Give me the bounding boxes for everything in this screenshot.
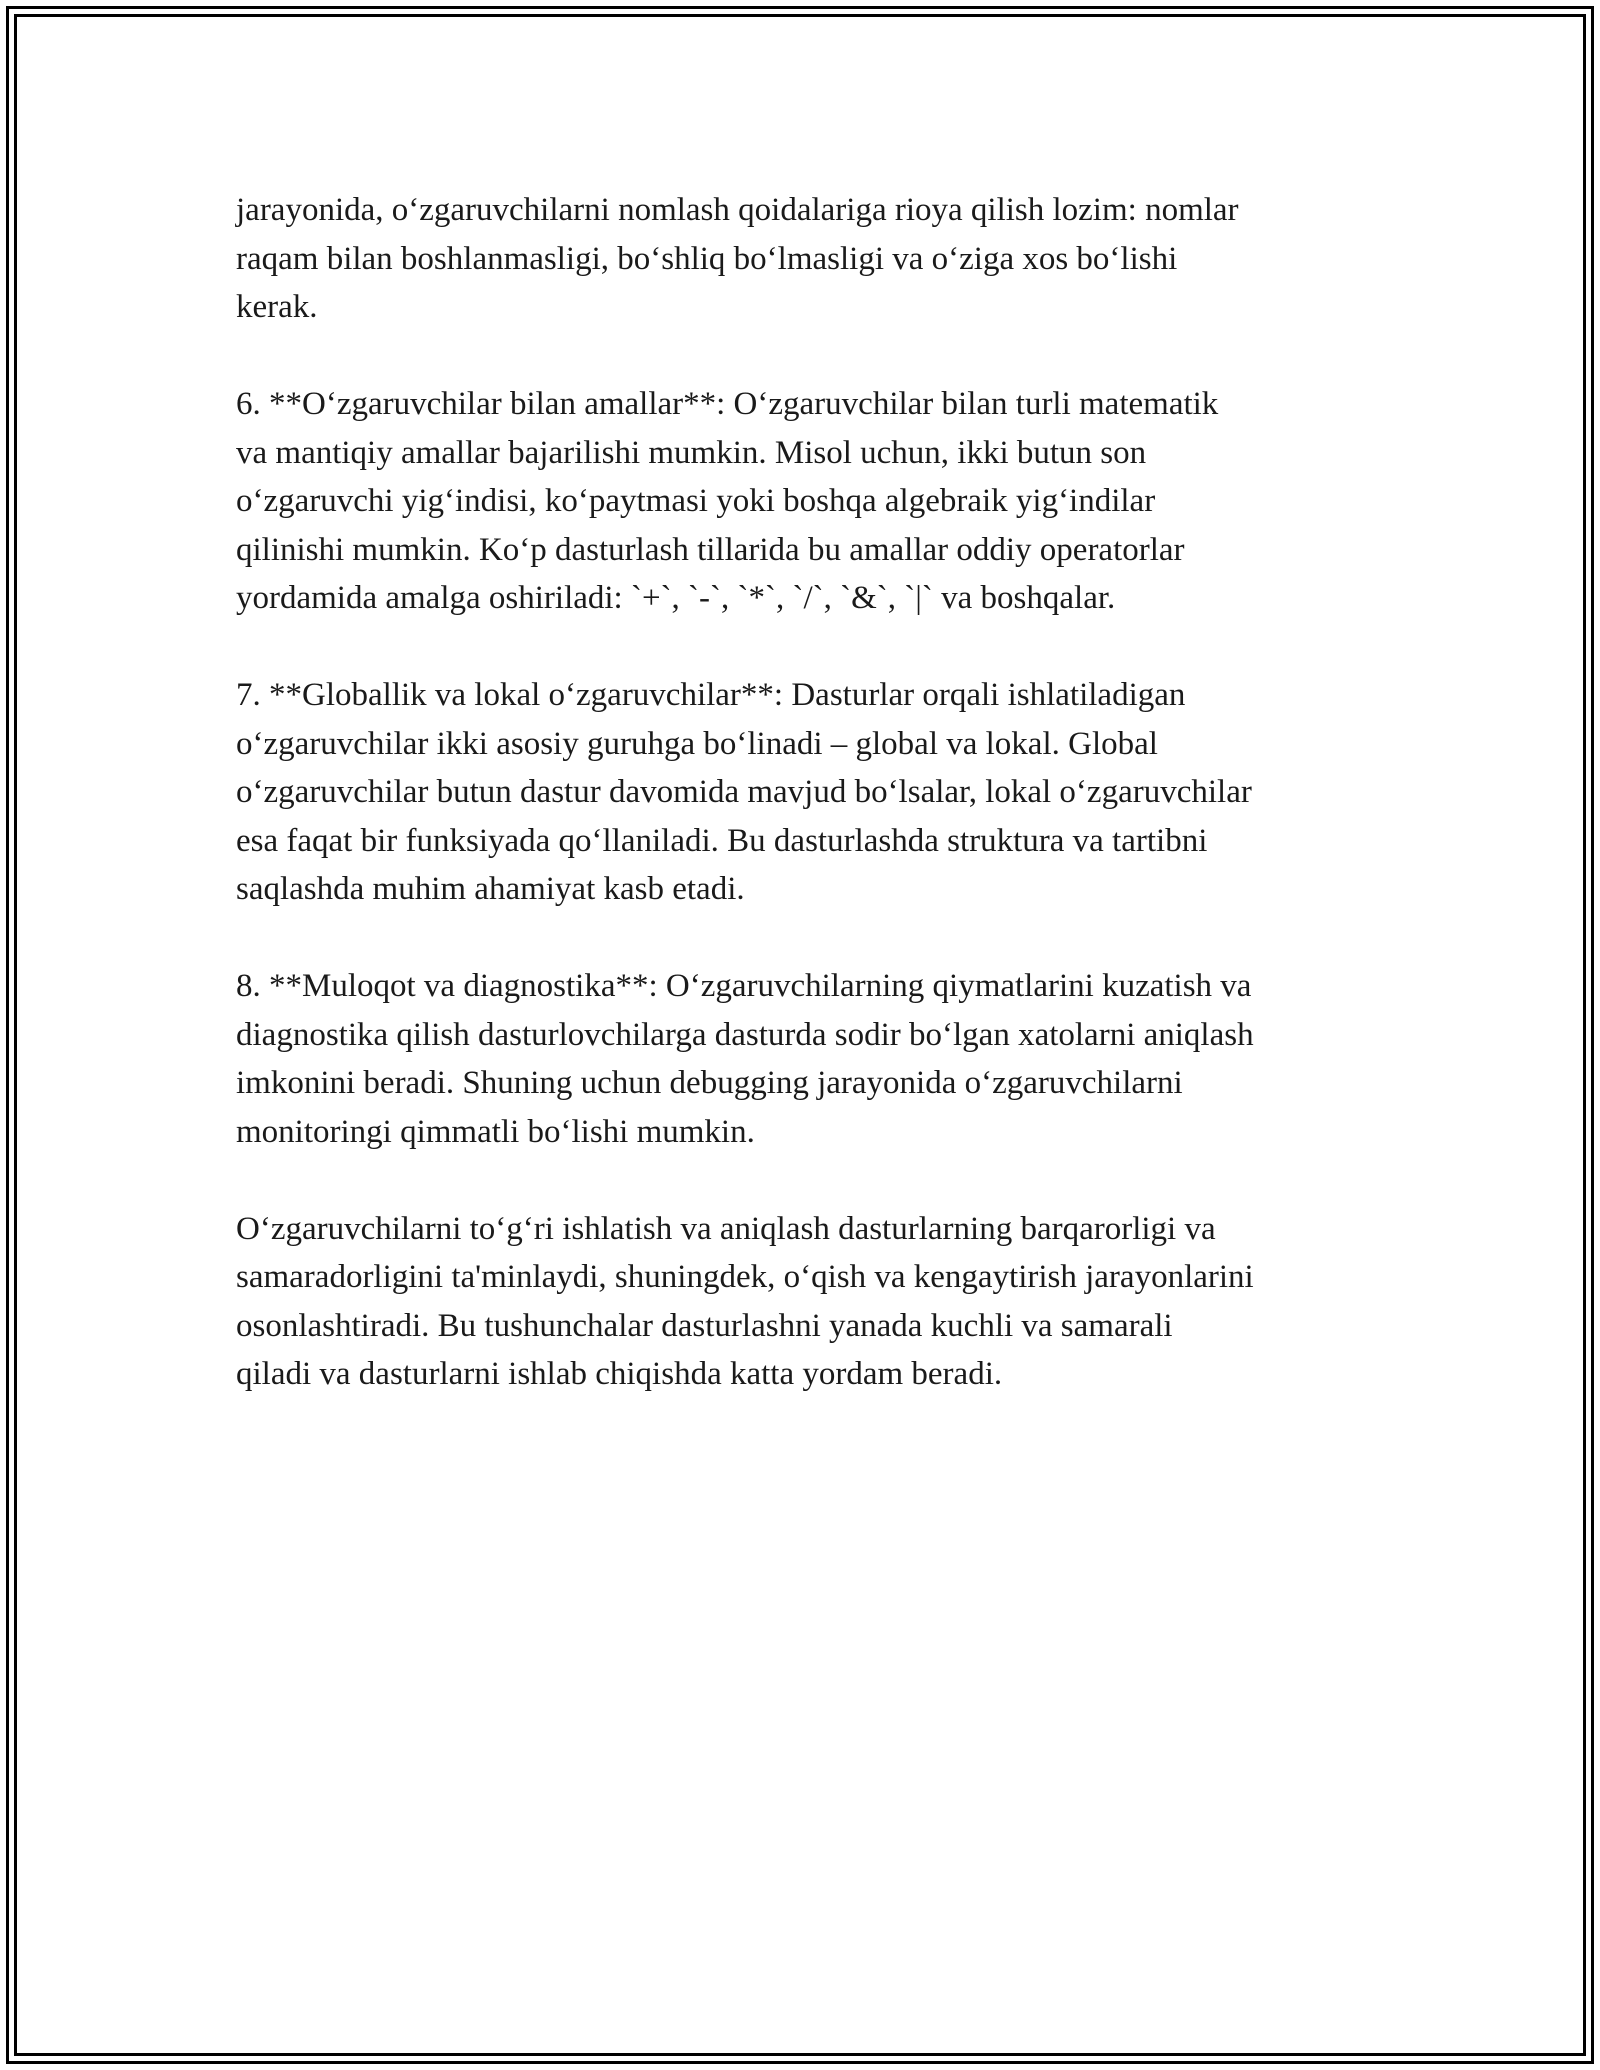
text-line: saqlashda muhim ahamiyat kasb etadi. bbox=[236, 871, 745, 907]
paragraph-item-8 bbox=[236, 962, 1386, 1156]
text-line: 6. **Oʻzgaruvchilar bilan amallar**: Oʻzgaruvchilar bilan turli matematik bbox=[236, 386, 1219, 422]
text-line: jarayonida, oʻzgaruvchilarni nomlash qoidalariga rioya qilish lozim: nomlar bbox=[236, 192, 1239, 228]
text-line: monitoringi qimmatli boʻlishi mumkin. bbox=[236, 1113, 755, 1150]
text-line: kerak. bbox=[236, 289, 318, 325]
text-line: osonlashtiradi. Bu tushunchalar dasturlashni yanada kuchli va samarali bbox=[236, 1307, 1173, 1344]
text-line: 7. **Globallik va lokal oʻzgaruvchilar**: Dasturlar orqali ishlatiladigan bbox=[236, 677, 1186, 713]
text-line: raqam bilan boshlanmasligi, boʻshliq boʻlmasligi va oʻziga xos boʻlishi bbox=[236, 240, 1178, 277]
text-line: imkonini beradi. Shuning uchun debugging jarayonida oʻzgaruvchilarni bbox=[236, 1065, 1183, 1101]
text-line: 8. **Muloqot va diagnostika**: Oʻzgaruvchilarning qiymatlarini kuzatish va bbox=[236, 968, 1252, 1004]
text-line: yordamida amalga oshiriladi: `+`, `-`, `*`, `/`, `&`, `|` va boshqalar. bbox=[236, 580, 1116, 616]
document-body bbox=[236, 186, 1386, 1447]
text-line: qiladi va dasturlarni ishlab chiqishda katta yordam beradi. bbox=[236, 1356, 1003, 1392]
text-line: samaradorligini ta'minlaydi, shuningdek, oʻqish va kengaytirish jarayonlarini bbox=[236, 1259, 1254, 1295]
text-line: esa faqat bir funksiyada qoʻllaniladi. Bu dasturlashda struktura va tartibni bbox=[236, 822, 1208, 859]
text-line: qilinishi mumkin. Koʻp dasturlash tillarida bu amallar oddiy operatorlar bbox=[236, 531, 1185, 568]
paragraph-conclusion bbox=[236, 1205, 1386, 1399]
paragraph-naming-rules bbox=[236, 186, 1386, 332]
text-line: oʻzgaruvchilar butun dastur davomida mavjud boʻlsalar, lokal oʻzgaruvchilar bbox=[236, 774, 1252, 810]
text-line: va mantiqiy amallar bajarilishi mumkin. Misol uchun, ikki butun son bbox=[236, 434, 1147, 471]
text-line: Oʻzgaruvchilarni toʻgʻri ishlatish va aniqlash dasturlarning barqarorligi va bbox=[236, 1210, 1216, 1247]
text-line: diagnostika qilish dasturlovchilarga dasturda sodir boʻlgan xatolarni aniqlash bbox=[236, 1016, 1254, 1053]
paragraph-item-6 bbox=[236, 380, 1386, 623]
paragraph-item-7 bbox=[236, 671, 1386, 914]
text-line: oʻzgaruvchi yigʻindisi, koʻpaytmasi yoki boshqa algebraik yigʻindilar bbox=[236, 483, 1156, 519]
text-line: oʻzgaruvchilar ikki asosiy guruhga boʻlinadi – global va lokal. Global bbox=[236, 725, 1158, 762]
